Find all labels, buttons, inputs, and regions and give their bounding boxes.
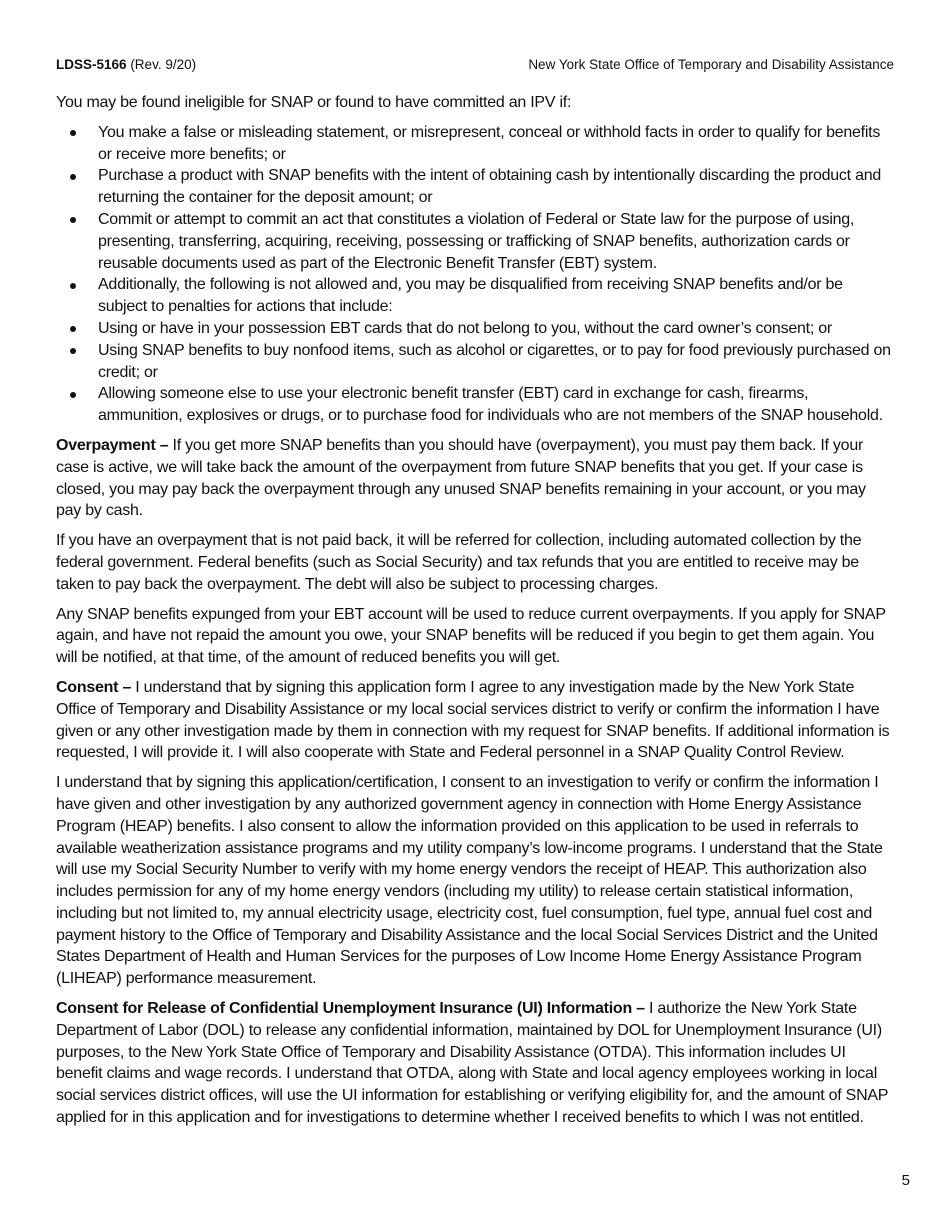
form-revision: (Rev. 9/20) bbox=[130, 57, 197, 72]
consent-paragraph bbox=[56, 677, 894, 764]
consent-text: I understand that by signing this application form I agree to any investigation made by the New York State Office of Temporary and Disability Assistance or my local social services district to verify or confirm the information I have given or any other investigation made by them in connection with my request for SNAP benefits. If additional information is requested, I will provide it. I will also cooperate with State and Federal personnel in a SNAP Quality Control Review. bbox=[56, 678, 890, 762]
bullet-text: Additionally, the following is not allowed and, you may be disqualified from receiving SNAP benefits and/or be subject to penalties for actions that include: bbox=[98, 276, 843, 316]
overpayment-heading: Overpayment – bbox=[56, 436, 169, 454]
collection-paragraph: If you have an overpayment that is not paid back, it will be referred for collection, including automated collection by the federal government. Federal benefits (such as Social Security) and tax refunds that you are entitled to receive may be taken to pay back the overpayment. The debt will also be subject to processing charges. bbox=[56, 532, 862, 593]
bullet-text: Allowing someone else to use your electronic benefit transfer (EBT) card in exchange for cash, firearms, ammunition, explosives or drugs, or to purchase food for individuals who are not members of the SNAP household. bbox=[98, 385, 883, 425]
form-identifier bbox=[56, 56, 196, 74]
ui-consent-paragraph bbox=[56, 998, 894, 1129]
document-body bbox=[56, 92, 894, 1137]
bullet-icon bbox=[70, 326, 76, 332]
list-item bbox=[56, 318, 894, 340]
page-number: 5 bbox=[901, 1172, 910, 1189]
list-item bbox=[56, 165, 894, 209]
list-item bbox=[56, 209, 894, 274]
bullet-icon bbox=[70, 283, 76, 289]
bullet-icon bbox=[70, 217, 76, 223]
ipv-intro: You may be found ineligible for SNAP or found to have committed an IPV if: bbox=[56, 94, 572, 111]
consent-heading: Consent – bbox=[56, 678, 132, 696]
bullet-text: Commit or attempt to commit an act that constitutes a violation of Federal or State law for the purpose of using, presenting, transferring, acquiring, receiving, possessing or trafficking of SNAP benefits, authorization cards or reusable documents used as part of the Electronic Benefit Transfer (EBT) system. bbox=[98, 210, 855, 272]
list-item bbox=[56, 274, 894, 318]
overpayment-text: If you get more SNAP benefits than you should have (overpayment), you must pay them back. If your case is active, we will take back the amount of the overpayment from future SNAP benefits that you get. If your case is closed, you may pay back the overpayment through any unused SNAP benefits remaining in your account, or you may pay by cash. bbox=[56, 436, 866, 520]
bullet-text: Purchase a product with SNAP benefits with the intent of obtaining cash by intentionally discarding the product and returning the container for the deposit amount; or bbox=[98, 167, 882, 207]
list-item bbox=[56, 383, 894, 427]
bullet-icon bbox=[70, 348, 76, 354]
expunged-paragraph: Any SNAP benefits expunged from your EBT account will be used to reduce current overpayments. If you apply for SNAP again, and have not repaid the amount you owe, your SNAP benefits will be reduced if you begin to get them again. You will be notified, at that time, of the amount of reduced benefits you will get. bbox=[56, 605, 886, 667]
ipv-bullet-list bbox=[56, 122, 894, 427]
bullet-icon bbox=[70, 130, 76, 136]
bullet-icon bbox=[70, 174, 76, 180]
bullet-text: Using SNAP benefits to buy nonfood items, such as alcohol or cigarettes, or to pay for food previously purchased on credit; or bbox=[98, 341, 891, 381]
agency-name: New York State Office of Temporary and Disability Assistance bbox=[528, 57, 894, 72]
overpayment-paragraph bbox=[56, 435, 894, 522]
ui-consent-heading: Consent for Release of Confidential Unemployment Insurance (UI) Information – bbox=[56, 1000, 645, 1018]
list-item bbox=[56, 122, 894, 166]
bullet-icon bbox=[70, 392, 76, 398]
bullet-text: Using or have in your possession EBT cards that do not belong to you, without the card owner’s consent; or bbox=[98, 319, 832, 337]
bullet-text: You make a false or misleading statement, or misrepresent, conceal or withhold facts in order to qualify for benefits or receive more benefits; or bbox=[98, 123, 881, 163]
list-item bbox=[56, 340, 894, 384]
form-number: LDSS-5166 bbox=[56, 57, 127, 72]
heap-paragraph: I understand that by signing this application/certification, I consent to an investigation to verify or confirm the information I have given and other investigation by any authorized government agency in connection with Home Energy Assistance Program (HEAP) benefits. I also consent to allow the information provided on this application to be used in referrals to available weatherization assistance programs and my utility company’s low-income programs. I understand that the State will use my Social Security Number to verify with my home energy vendors the receipt of HEAP. This authorization also includes permission for any of my home energy vendors (including my utility) to release certain statistical information, including but not limited to, my annual electricity usage, electricity cost, fuel consumption, fuel type, annual fuel cost and payment history to the Office of Temporary and Disability Assistance and the local Social Services District and the United States Department of Health and Human Services for the purposes of Low Income Home Energy Assistance Program (LIHEAP) performance measurement. bbox=[56, 774, 883, 988]
ui-consent-text: I authorize the New York State Department of Labor (DOL) to release any confidential information, maintained by DOL for Unemployment Insurance (UI) purposes, to the New York State Office of Temporary and Disability Assistance (OTDA). This information includes UI benefit claims and wage records. I understand that OTDA, along with State and local agency employees working in local social services district offices, will use the UI information for establishing or verifying eligibility for, and the amount of SNAP applied for in this application and for investigations to determine whether I received benefits to which I was not entitled. bbox=[56, 1000, 888, 1127]
